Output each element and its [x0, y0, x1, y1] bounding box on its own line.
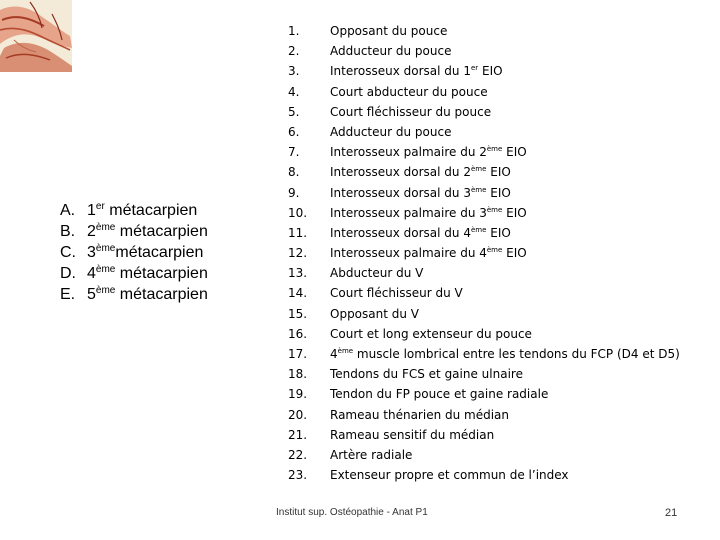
legend-row: [288, 405, 718, 425]
item-word: métacarpien: [115, 265, 208, 282]
legend-row: [288, 203, 718, 223]
legend-number: 11.: [288, 225, 308, 240]
legend-number: 6.: [288, 124, 300, 139]
legend-text-main: Adducteur du pouce: [330, 124, 452, 139]
legend-text-tail: EIO: [486, 225, 511, 240]
item-ordinal: 2: [87, 223, 96, 240]
legend-text-main: Interosseux dorsal du 2: [330, 165, 471, 180]
item-letter: A.: [60, 202, 76, 219]
legend-row: [288, 21, 718, 41]
legend-text: [330, 82, 718, 102]
item-word: métacarpien: [115, 223, 208, 240]
item-letter: C.: [60, 244, 76, 261]
metacarpal-item: [60, 221, 280, 242]
item-word: métacarpien: [115, 244, 204, 261]
legend-row: [288, 384, 718, 404]
legend-text-main: Rameau thénarien du médian: [330, 407, 510, 422]
item-ordinal: 1: [87, 202, 96, 219]
legend-text-main: Court fléchisseur du V: [330, 286, 463, 301]
legend-text-tail: muscle lombrical entre les tendons du FCP (D4 et D5): [353, 347, 680, 361]
legend-text-main: Interosseux dorsal du 3: [330, 185, 471, 200]
legend-text-main: Interosseux dorsal du 1: [330, 64, 471, 79]
legend-text: [330, 183, 718, 203]
legend-row: [288, 41, 718, 61]
legend-number: 3.: [288, 64, 300, 79]
legend-text-tail: EIO: [502, 246, 527, 261]
item-ordinal-suffix: er: [95, 201, 105, 212]
legend-row: [288, 82, 718, 102]
legend-text: [330, 243, 718, 263]
legend-number: 2.: [288, 44, 300, 59]
item-text: [87, 221, 208, 242]
legend-text: [330, 223, 718, 243]
legend-text-main: Interosseux palmaire du 3: [330, 205, 487, 220]
item-letter: E.: [60, 286, 76, 303]
legend-text-tail: EIO: [486, 165, 511, 180]
legend-number: 10.: [288, 205, 308, 220]
metacarpal-item: [60, 263, 280, 284]
legend-row: [288, 324, 718, 344]
legend-text: [330, 41, 718, 61]
legend-row: [288, 344, 718, 364]
legend-row: [288, 425, 718, 445]
legend-text-superscript: ème: [470, 165, 487, 174]
legend-text-main: Rameau sensitif du médian: [330, 427, 495, 442]
metacarpal-list: [60, 200, 280, 305]
legend-number: 19.: [288, 387, 308, 402]
legend-text-main: Opposant du V: [330, 306, 419, 321]
legend-row: [288, 445, 718, 465]
legend-row: [288, 223, 718, 243]
legend-text: [330, 102, 718, 122]
legend-text-main: Interosseux palmaire du 2: [330, 145, 487, 160]
item-ordinal: 4: [87, 265, 96, 282]
legend-number: 23.: [288, 468, 308, 483]
legend-text-superscript: er: [470, 64, 479, 73]
legend-text-tail: EIO: [502, 205, 527, 220]
legend-text-main: Court fléchisseur du pouce: [330, 104, 492, 119]
item-ordinal-suffix: ème: [95, 222, 116, 233]
legend-number: 15.: [288, 306, 308, 321]
item-ordinal-suffix: ème: [95, 264, 116, 275]
legend-number: 1.: [288, 24, 300, 38]
legend-text: [330, 263, 718, 283]
item-text: [87, 284, 208, 305]
legend-number: 20.: [288, 407, 308, 422]
item-ordinal: 3: [87, 244, 96, 261]
legend-text: [330, 364, 718, 384]
legend-text-superscript: ème: [470, 185, 487, 194]
legend-text: [330, 122, 718, 142]
legend-text: [330, 384, 718, 404]
legend-number: 17.: [288, 347, 308, 361]
item-text: [87, 263, 208, 284]
legend-text: [330, 142, 718, 162]
item-text: [87, 242, 203, 263]
legend-row: [288, 183, 718, 203]
legend-text-superscript: ème: [486, 246, 503, 255]
metacarpal-item: [60, 200, 280, 221]
legend-text-tail: EIO: [502, 145, 527, 160]
legend-text-superscript: ème: [486, 205, 503, 214]
legend-text-superscript: ème: [470, 225, 487, 234]
item-letter: D.: [60, 265, 76, 282]
item-ordinal: 5: [87, 286, 96, 303]
legend-number: 18.: [288, 367, 308, 382]
legend-text: [330, 304, 718, 324]
legend-text: [330, 283, 718, 303]
legend-row: [288, 364, 718, 384]
legend-text-main: Court abducteur du pouce: [330, 84, 488, 99]
legend-number: 12.: [288, 246, 308, 261]
legend-text-main: Artère radiale: [330, 447, 413, 462]
legend-text: [330, 162, 718, 182]
legend-text-main: Adducteur du pouce: [330, 44, 452, 59]
legend-number: 13.: [288, 266, 308, 281]
metacarpal-item: [60, 242, 280, 263]
legend-row: [288, 243, 718, 263]
legend-text: [330, 405, 718, 425]
legend-text: [330, 324, 718, 344]
legend-number: 7.: [288, 145, 300, 160]
legend-number: 14.: [288, 286, 308, 301]
item-word: métacarpien: [104, 202, 198, 219]
legend-text: [330, 465, 718, 485]
legend-text: [330, 344, 718, 364]
legend-row: [288, 102, 718, 122]
legend-text: [330, 21, 718, 41]
legend-text: [330, 445, 718, 465]
legend-text-main: Interosseux dorsal du 4: [330, 225, 471, 240]
item-word: métacarpien: [115, 286, 208, 303]
legend-text-main: Interosseux palmaire du 4: [330, 246, 487, 261]
legend-text-main: Court et long extenseur du pouce: [330, 326, 532, 341]
item-text: [87, 200, 197, 221]
footer-text: Institut sup. Ostéopathie - Anat P1: [276, 507, 428, 518]
legend-row: [288, 162, 718, 182]
item-letter: B.: [60, 223, 76, 240]
legend-text-superscript: ème: [337, 347, 354, 355]
muscle-legend-list: [288, 21, 718, 485]
legend-number: 16.: [288, 326, 308, 341]
legend-text-superscript: ème: [486, 145, 503, 154]
legend-text-main: Abducteur du V: [330, 266, 424, 281]
legend-text: [330, 61, 718, 81]
legend-number: 5.: [288, 104, 300, 119]
item-ordinal-suffix: ème: [95, 285, 116, 296]
item-ordinal-suffix: ème: [95, 243, 116, 254]
legend-text-main: Tendon du FP pouce et gaine radiale: [330, 387, 549, 402]
legend-row: [288, 304, 718, 324]
legend-text: [330, 425, 718, 445]
legend-row: [288, 283, 718, 303]
legend-number: 22.: [288, 447, 308, 462]
legend-text-main: 4: [330, 347, 338, 361]
legend-row: [288, 61, 718, 81]
legend-text-tail: EIO: [478, 64, 503, 79]
legend-text: [330, 203, 718, 223]
hand-illustration: [0, 0, 72, 72]
legend-row: [288, 263, 718, 283]
legend-text-tail: EIO: [486, 185, 511, 200]
legend-text-main: Extenseur propre et commun de l’index: [330, 468, 569, 483]
legend-text-main: Tendons du FCS et gaine ulnaire: [330, 367, 523, 382]
legend-row: [288, 122, 718, 142]
legend-row: [288, 142, 718, 162]
legend-number: 4.: [288, 84, 300, 99]
metacarpal-item: [60, 284, 280, 305]
legend-text-main: Opposant du pouce: [330, 24, 448, 38]
page-number: 21: [665, 507, 678, 519]
legend-number: 9.: [288, 185, 300, 200]
legend-row: [288, 465, 718, 485]
legend-number: 8.: [288, 165, 300, 180]
legend-number: 21.: [288, 427, 308, 442]
